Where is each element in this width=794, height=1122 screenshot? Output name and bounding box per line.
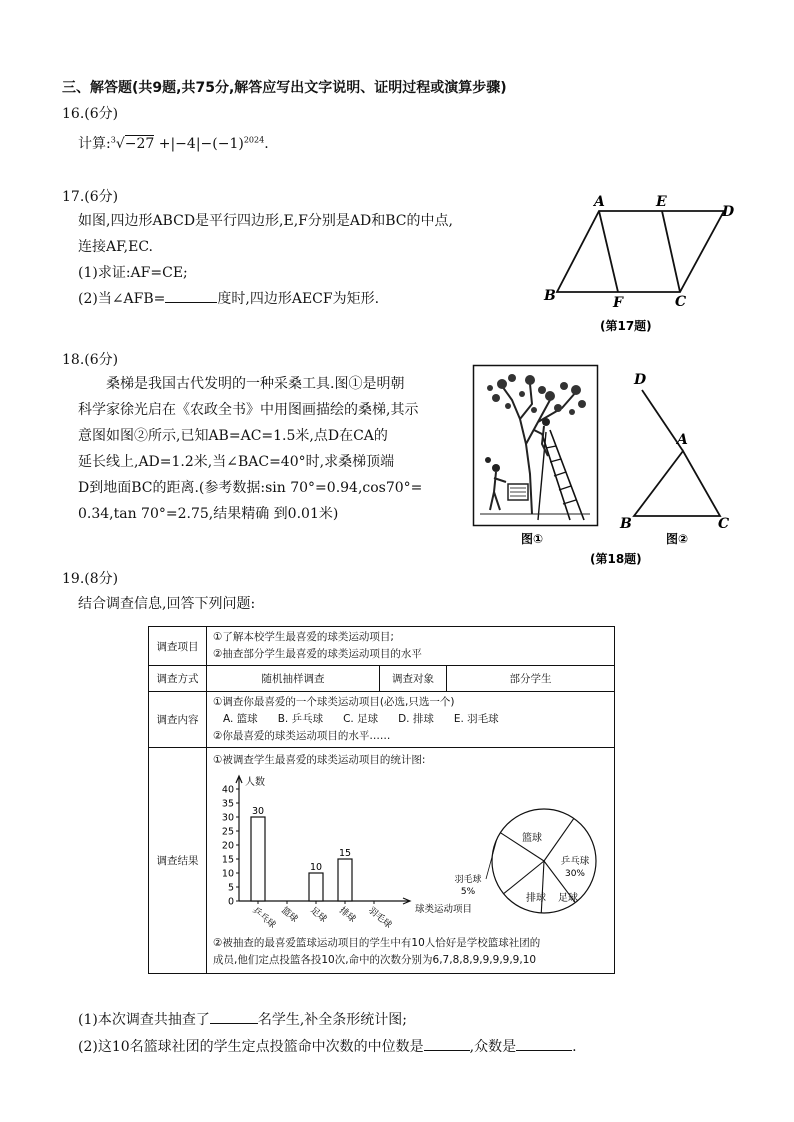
label-d: D (722, 204, 735, 220)
option-c: C. 足球 (343, 713, 379, 725)
answer-blank[interactable] (516, 1036, 572, 1051)
q19-part2a: (2)这10名篮球社团的学生定点投篮命中次数的中位数是 (78, 1039, 424, 1055)
x-tick-label: 足球 (308, 905, 329, 925)
q19-intro: 结合调查信息,回答下列问题: (78, 596, 256, 612)
q17-line4 (78, 286, 453, 312)
q17-text (78, 208, 453, 312)
q16-rest: +|−4|−(−1) (154, 136, 244, 152)
parallelogram-abcd (557, 211, 724, 292)
project-content (207, 627, 615, 666)
fig1-label: 图① (521, 532, 544, 546)
label-a: A (677, 432, 688, 448)
radical-sign: √ (115, 136, 125, 152)
option-a: A. 篮球 (223, 713, 258, 725)
pie-chart (454, 809, 596, 913)
project-line2: ②抽查部分学生最喜爱的球类运动项目的水平 (213, 648, 422, 660)
x-tick-label: 篮球 (279, 905, 300, 925)
q17-caption: (第17题) (600, 319, 652, 333)
row-label-project: 调查项目 (149, 627, 207, 666)
results-line1: ①被调查学生最喜爱的球类运动项目的统计图: (213, 754, 426, 766)
x-tick-label: 排球 (337, 905, 358, 925)
pie-label: 羽毛球 (454, 875, 482, 885)
row-label-results: 调查结果 (149, 748, 207, 974)
content-line1: ①调查你最喜爱的一个球类运动项目(必选,只选一个) (213, 696, 455, 708)
y-tick-label: 20 (221, 840, 234, 852)
q17-line1: 如图,四边形ABCD是平行四边形,E,F分别是AD和BC的中点, (78, 213, 453, 229)
q16-expression (78, 133, 269, 153)
q16-root-index: 3 (110, 135, 116, 145)
y-tick-label: 35 (221, 798, 234, 810)
content-options (213, 711, 608, 728)
pie-label: 篮球 (522, 833, 542, 844)
y-tick-label: 15 (221, 854, 234, 866)
content-cell (207, 692, 615, 748)
q17-line2: 连接AF,EC. (78, 239, 153, 255)
section-heading: 三、解答题(共9题,共75分,解答应写出文字说明、证明过程或演算步骤) (62, 80, 507, 96)
bar (309, 873, 323, 901)
segment-ec (662, 211, 680, 292)
label-b: B (544, 288, 556, 304)
q16-end: . (264, 136, 269, 152)
q17-line4b: 度时,四边形AECF为矩形. (217, 291, 380, 307)
x-tick-label: 羽毛球 (366, 905, 394, 931)
results-charts (213, 769, 608, 935)
y-tick-label: 5 (227, 882, 234, 894)
y-tick-label: 10 (221, 868, 234, 880)
q19-part1 (78, 1009, 407, 1029)
q18-number: 18.(6分) (62, 352, 119, 368)
q19-part1b: 名学生,补全条形统计图; (257, 1012, 408, 1028)
row-label-content: 调查内容 (149, 692, 207, 748)
pie-value-label: 5% (460, 887, 476, 897)
q18-line4: 延长线上,AD=1.2米,当∠BAC=40°时,求桑梯顶端 (78, 454, 395, 470)
segment-af (599, 211, 618, 292)
mulberry-ladder-illustration (472, 364, 602, 546)
row-label-method: 调查方式 (149, 666, 207, 692)
bar (251, 817, 265, 901)
results-line2: ②被抽查的最喜爱篮球运动项目的学生中有10人恰好是学校篮球社团的 (213, 937, 541, 949)
q16-radicand: −27 (124, 136, 155, 152)
y-tick-label: 40 (221, 784, 234, 796)
content-line3: ②你最喜爱的球类运动项目的水平…… (213, 730, 391, 742)
option-b: B. 乒乓球 (277, 713, 324, 725)
bar-chart (222, 775, 472, 931)
object-value: 部分学生 (447, 666, 615, 692)
label-d: D (634, 372, 647, 388)
bar-value-label: 15 (338, 848, 352, 859)
survey-table (148, 626, 615, 974)
answer-blank[interactable] (165, 288, 217, 303)
label-c: C (675, 294, 687, 310)
y-axis-label: 人数 (245, 777, 265, 788)
results-cell (207, 748, 615, 974)
answer-blank[interactable] (210, 1009, 258, 1024)
y-tick-label: 30 (221, 812, 234, 824)
q19-part1a: (1)本次调查共抽查了 (78, 1012, 210, 1028)
table-row (149, 692, 615, 748)
q18-line5: D到地面BC的距离.(参考数据:sin 70°=0.94,cos70°= (78, 480, 423, 496)
x-axis-label: 球类运动项目 (415, 904, 473, 915)
q17-parallelogram-figure (540, 192, 740, 340)
y-tick-label: 25 (221, 826, 234, 838)
label-c: C (718, 516, 730, 532)
q16-prefix: 计算: (78, 136, 111, 152)
table-row (149, 748, 615, 974)
q18-line1: 桑梯是我国古代发明的一种采桑工具.图①是明朝 (106, 376, 405, 392)
q17-number: 17.(6分) (62, 189, 119, 205)
bar-value-label: 10 (309, 862, 323, 873)
q17-line4a: (2)当∠AFB= (78, 291, 166, 307)
pie-label: 排球 (526, 893, 546, 904)
project-line1: ①了解本校学生最喜爱的球类运动项目; (213, 631, 394, 643)
pie-label: 足球 (558, 893, 578, 904)
q19-part2c: . (572, 1039, 577, 1055)
q17-line3: (1)求证:AF=CE; (78, 265, 188, 281)
answer-blank[interactable] (424, 1036, 470, 1051)
q18-line2: 科学家徐光启在《农政全书》中用图画描绘的桑梯,其示 (78, 402, 419, 418)
x-tick-label: 乒乓球 (250, 905, 278, 931)
q16-exponent: 2024 (243, 135, 265, 145)
q18-caption: (第18题) (590, 552, 642, 566)
pie-value-label: 30% (564, 869, 586, 879)
q19-part2b: ,众数是 (469, 1039, 517, 1055)
results-line3: 成员,他们定点投篮各投10次,命中的次数分别为6,7,8,8,9,9,9,9,9,10 (213, 954, 537, 966)
q18-text (78, 371, 422, 527)
bar-value-label: 30 (251, 806, 265, 817)
table-row (149, 666, 615, 692)
label-f: F (613, 295, 623, 311)
q19-number: 19.(8分) (62, 571, 119, 587)
q18-triangle-figure (590, 370, 744, 570)
q16-number: 16.(6分) (62, 106, 119, 122)
q19-part2 (78, 1036, 577, 1056)
bar (338, 859, 352, 901)
fig2-label: 图② (666, 532, 689, 546)
label-e: E (656, 194, 667, 210)
option-d: D. 排球 (398, 713, 434, 725)
y-tick-label: 0 (227, 896, 234, 908)
label-b: B (620, 516, 632, 532)
option-e: E. 羽毛球 (453, 713, 499, 725)
object-label: 调查对象 (380, 666, 447, 692)
q18-line3: 意图如图②所示,已知AB=AC=1.5米,点D在CA的 (78, 428, 388, 444)
table-row (149, 627, 615, 666)
label-a: A (594, 194, 605, 210)
q18-line6: 0.34,tan 70°=2.75,结果精确 到0.01米) (78, 506, 339, 522)
method-value: 随机抽样调查 (207, 666, 380, 692)
triangle-abc (634, 451, 720, 516)
pie-label: 乒乓球 (560, 856, 590, 867)
